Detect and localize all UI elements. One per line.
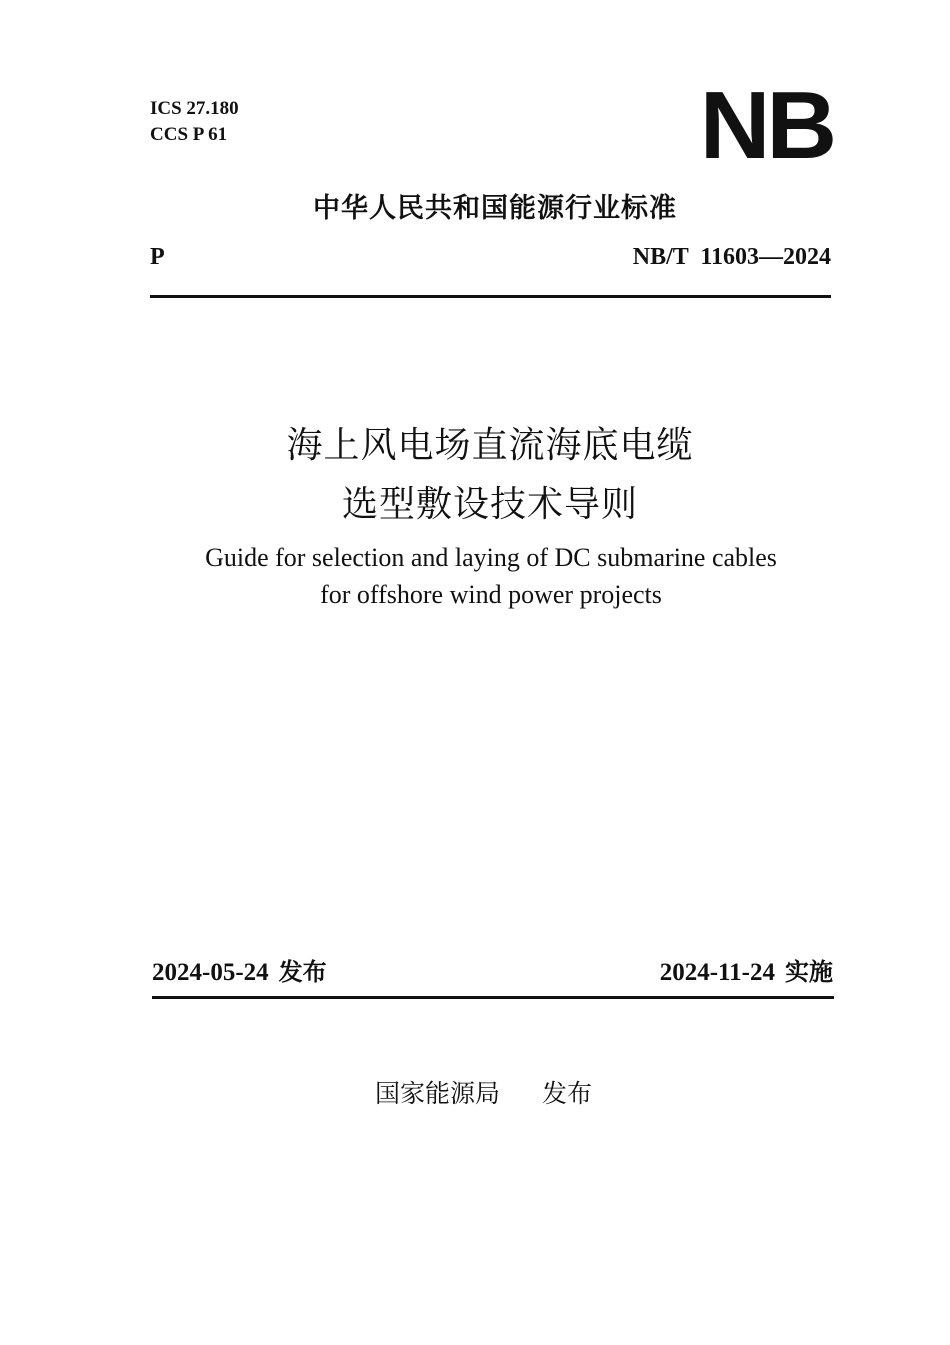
- header-divider: [150, 295, 831, 298]
- ics-ccs-codes: [150, 96, 239, 148]
- implement-date: 2024-11-24: [659, 959, 775, 986]
- publisher-block: [375, 1074, 592, 1110]
- standard-number: NB/T 11603—2024: [632, 244, 831, 270]
- publish-label: 发布: [278, 958, 327, 986]
- implement-date-block: [660, 952, 833, 987]
- classification-letter: P: [150, 244, 165, 270]
- implement-label: 实施: [785, 958, 833, 986]
- title-en-line1: Guide for selection and laying of DC submarine cables: [205, 543, 777, 572]
- footer-divider: [152, 996, 834, 999]
- title-zh-line2: 选型敷设技术导则: [341, 484, 638, 525]
- ics-code: ICS 27.180: [150, 98, 239, 119]
- title-en-line2: for offshore wind power projects: [320, 580, 662, 609]
- publish-date: 2024-05-24: [152, 959, 269, 986]
- industry-standard-heading: 中华人民共和国能源行业标准: [313, 193, 677, 224]
- publisher-name: 国家能源局: [375, 1079, 501, 1108]
- ccs-code: CCS P 61: [150, 124, 228, 145]
- publisher-action: 发布: [542, 1079, 593, 1108]
- publish-date-block: [152, 952, 327, 987]
- title-zh-line1: 海上风电场直流海底电缆: [286, 425, 694, 466]
- nb-logo: NB: [700, 72, 834, 179]
